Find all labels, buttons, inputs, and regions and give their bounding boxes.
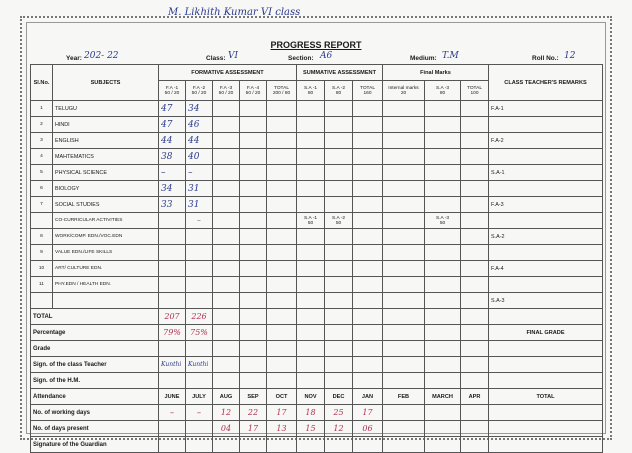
row-no: 8 [31,229,53,245]
remark [489,149,603,165]
fa1-mark: 47 [159,117,186,133]
fa4-header: F.A -4 [246,85,260,91]
fa1-mark: 34 [159,181,186,197]
fa1-mark: 47 [159,101,186,117]
teacher-signature-2: Kunthi [186,357,213,373]
grade-label: Grade [31,341,159,357]
working-oct: 17 [267,405,297,421]
internal-scale: 20 [400,90,407,96]
total-fa1: 207 [159,309,186,325]
working-nov: 18 [297,405,325,421]
medium-value: T.M [442,51,459,61]
percentage-fa2: 75% [186,325,213,341]
table-row [31,277,603,293]
total-scale: 100 [470,90,479,96]
subject-name: HINDI [53,117,159,133]
cocurricular-sa3: S.A -3 [435,215,450,221]
remark: S.A-2 [489,229,603,245]
table-row [31,245,603,261]
fa2-header: F.A -2 [192,85,206,91]
present-days-row [31,421,603,437]
cocurricular-sa3-value: 50 [439,220,446,226]
teacher-sign-label: Sign. of the class Teacher [31,357,159,373]
remark: S.A-1 [489,165,603,181]
roll-label: Roll No.: [532,55,559,62]
section-label: Section: [288,55,314,62]
total-row [31,309,603,325]
cocurricular-sa2-value: 50 [335,220,342,226]
fa2-mark: – [186,165,213,181]
month-aug: AUG [213,389,240,405]
ftotal-header: TOTAL [273,85,290,91]
final-grade-label: FINAL GRADE [489,325,603,341]
total-fa2: 226 [186,309,213,325]
cocurricular-name: CO-CURRICULAR ACTIVITIES [53,213,159,229]
ftotal-scale: 200 / 80 [272,90,291,96]
fa2-mark: 31 [186,181,213,197]
fa1-mark: – [159,165,186,181]
month-dec: DEC [325,389,353,405]
month-feb: FEB [383,389,425,405]
guardian-sign-row [31,437,603,453]
present-days-label: No. of days present [31,421,159,437]
remark [489,181,603,197]
summative-header: SUMMATIVE ASSESSMENT [297,65,383,81]
remarks-header: CLASS TEACHER'S REMARKS [489,65,603,101]
table-row [31,149,603,165]
month-june: JUNE [159,389,186,405]
row-no: 7 [31,197,53,213]
remark: F.A-2 [489,133,603,149]
subject-name: ENGLISH [53,133,159,149]
row-no: 2 [31,117,53,133]
working-july: – [186,405,213,421]
attendance-total-header: TOTAL [489,389,603,405]
page-title: PROGRESS REPORT [270,40,362,50]
table-row [31,133,603,149]
working-june: – [159,405,186,421]
fa3-scale: 50 / 20 [218,90,234,96]
internal-header: Internal marks [388,85,419,91]
remark: F.A-3 [489,197,603,213]
month-july: JULY [186,389,213,405]
fa2-mark: 44 [186,133,213,149]
remark [489,117,603,133]
subject-name: PHYSICAL SCIENCE [53,165,159,181]
guardian-sign-label: Signature of the Guardian [31,437,159,453]
class-value: VI [228,51,239,61]
month-sep: SEP [240,389,267,405]
sa2-header: S.A -2 [331,85,346,91]
remark [489,245,603,261]
cocurricular-fa2: – [186,213,213,229]
fa2-mark: 34 [186,101,213,117]
row-no: 4 [31,149,53,165]
month-march: MARCH [425,389,461,405]
cocurricular-sa2: S.A -2 [331,215,346,221]
remark: F.A-4 [489,261,603,277]
percentage-row [31,325,603,341]
sa3-header: S.A -3 [435,85,450,91]
working-days-label: No. of working days [31,405,159,421]
fa2-mark: 40 [186,149,213,165]
table-row [31,261,603,277]
working-days-row [31,405,603,421]
fa1-scale: 50 / 20 [164,90,180,96]
slno-header: Sl.No. [31,65,53,101]
hm-sign-row [31,373,603,389]
fa2-scale: 50 / 20 [191,90,207,96]
roll-value: 12 [564,51,576,61]
table-row [31,229,603,245]
fa2-mark: 46 [186,117,213,133]
subject-name: SOCIAL STUDIES [53,197,159,213]
percentage-fa1: 79% [159,325,186,341]
working-sep: 22 [240,405,267,421]
subject-name: VALUE EDN./LIFE SKILLS [53,245,159,261]
subject-name: BIOLOGY [53,181,159,197]
sa1-scale: 80 [307,90,314,96]
fa1-mark: 38 [159,149,186,165]
row-no: 3 [31,133,53,149]
medium-label: Medium: [410,55,437,62]
working-aug: 12 [213,405,240,421]
percentage-label: Percentage [31,325,159,341]
total-label: TOTAL [31,309,159,325]
working-dec: 25 [325,405,353,421]
subject-name: MAHTEMATICS [53,149,159,165]
subject-name: ART/ CULTURE EDN. [53,261,159,277]
cocurricular-sa1: S.A -1 [303,215,318,221]
present-jan: 06 [353,421,383,437]
section-value: A6 [320,51,333,61]
present-dec: 12 [325,421,353,437]
fa2-mark: 31 [186,197,213,213]
table-row [31,197,603,213]
row-no: 9 [31,245,53,261]
table-row [31,101,603,117]
month-oct: OCT [267,389,297,405]
present-sep: 17 [240,421,267,437]
row-no: 6 [31,181,53,197]
fa3-header: F.A -3 [219,85,233,91]
month-apr: APR [461,389,489,405]
table-row [31,293,603,309]
month-nov: NOV [297,389,325,405]
stotal-scale: 160 [363,90,372,96]
remark: F.A-1 [489,101,603,117]
attendance-label: Attendance [31,389,159,405]
month-jan: JAN [353,389,383,405]
teacher-sign-row [31,357,603,373]
cocurricular-row [31,213,603,229]
subject-name: WORK/COMP. EDN./VOC.EDN [53,229,159,245]
table-row [31,181,603,197]
teacher-signature-1: Kunthi [159,357,186,373]
formative-header: FORMATIVE ASSESSMENT [159,65,297,81]
subjects-header: SUBJECTS [53,65,159,101]
attendance-header-row [31,389,603,405]
header-note: M. Likhith Kumar VI class [168,7,301,18]
remark-sa3: S.A-3 [489,293,603,309]
fa4-scale: 50 / 20 [245,90,261,96]
hm-sign-label: Sign. of the H.M. [31,373,159,389]
subject-name: TELUGU [53,101,159,117]
present-oct: 13 [267,421,297,437]
row-no: 11 [31,277,53,293]
class-label: Class: [206,55,226,62]
stotal-header: TOTAL [359,85,376,91]
fa1-mark: 33 [159,197,186,213]
fa1-header: F.A -1 [165,85,179,91]
final-header: Final Marks [383,65,489,81]
subject-name: PHY.EDN / HEALTH EDN. [53,277,159,293]
grade-row [31,341,603,357]
sa1-header: S.A -1 [303,85,318,91]
year-value: 202- 22 [84,51,119,61]
table-row [31,117,603,133]
cocurricular-sa1-value: 50 [307,220,314,226]
row-no: 10 [31,261,53,277]
present-nov: 15 [297,421,325,437]
sa3-scale: 80 [439,90,446,96]
present-aug: 04 [213,421,240,437]
year-label: Year: [66,55,82,62]
progress-table [30,64,603,453]
total-header: TOTAL [466,85,483,91]
sa2-scale: 80 [335,90,342,96]
working-jan: 17 [353,405,383,421]
row-no: 5 [31,165,53,181]
fa1-mark: 44 [159,133,186,149]
table-row [31,165,603,181]
row-no: 1 [31,101,53,117]
